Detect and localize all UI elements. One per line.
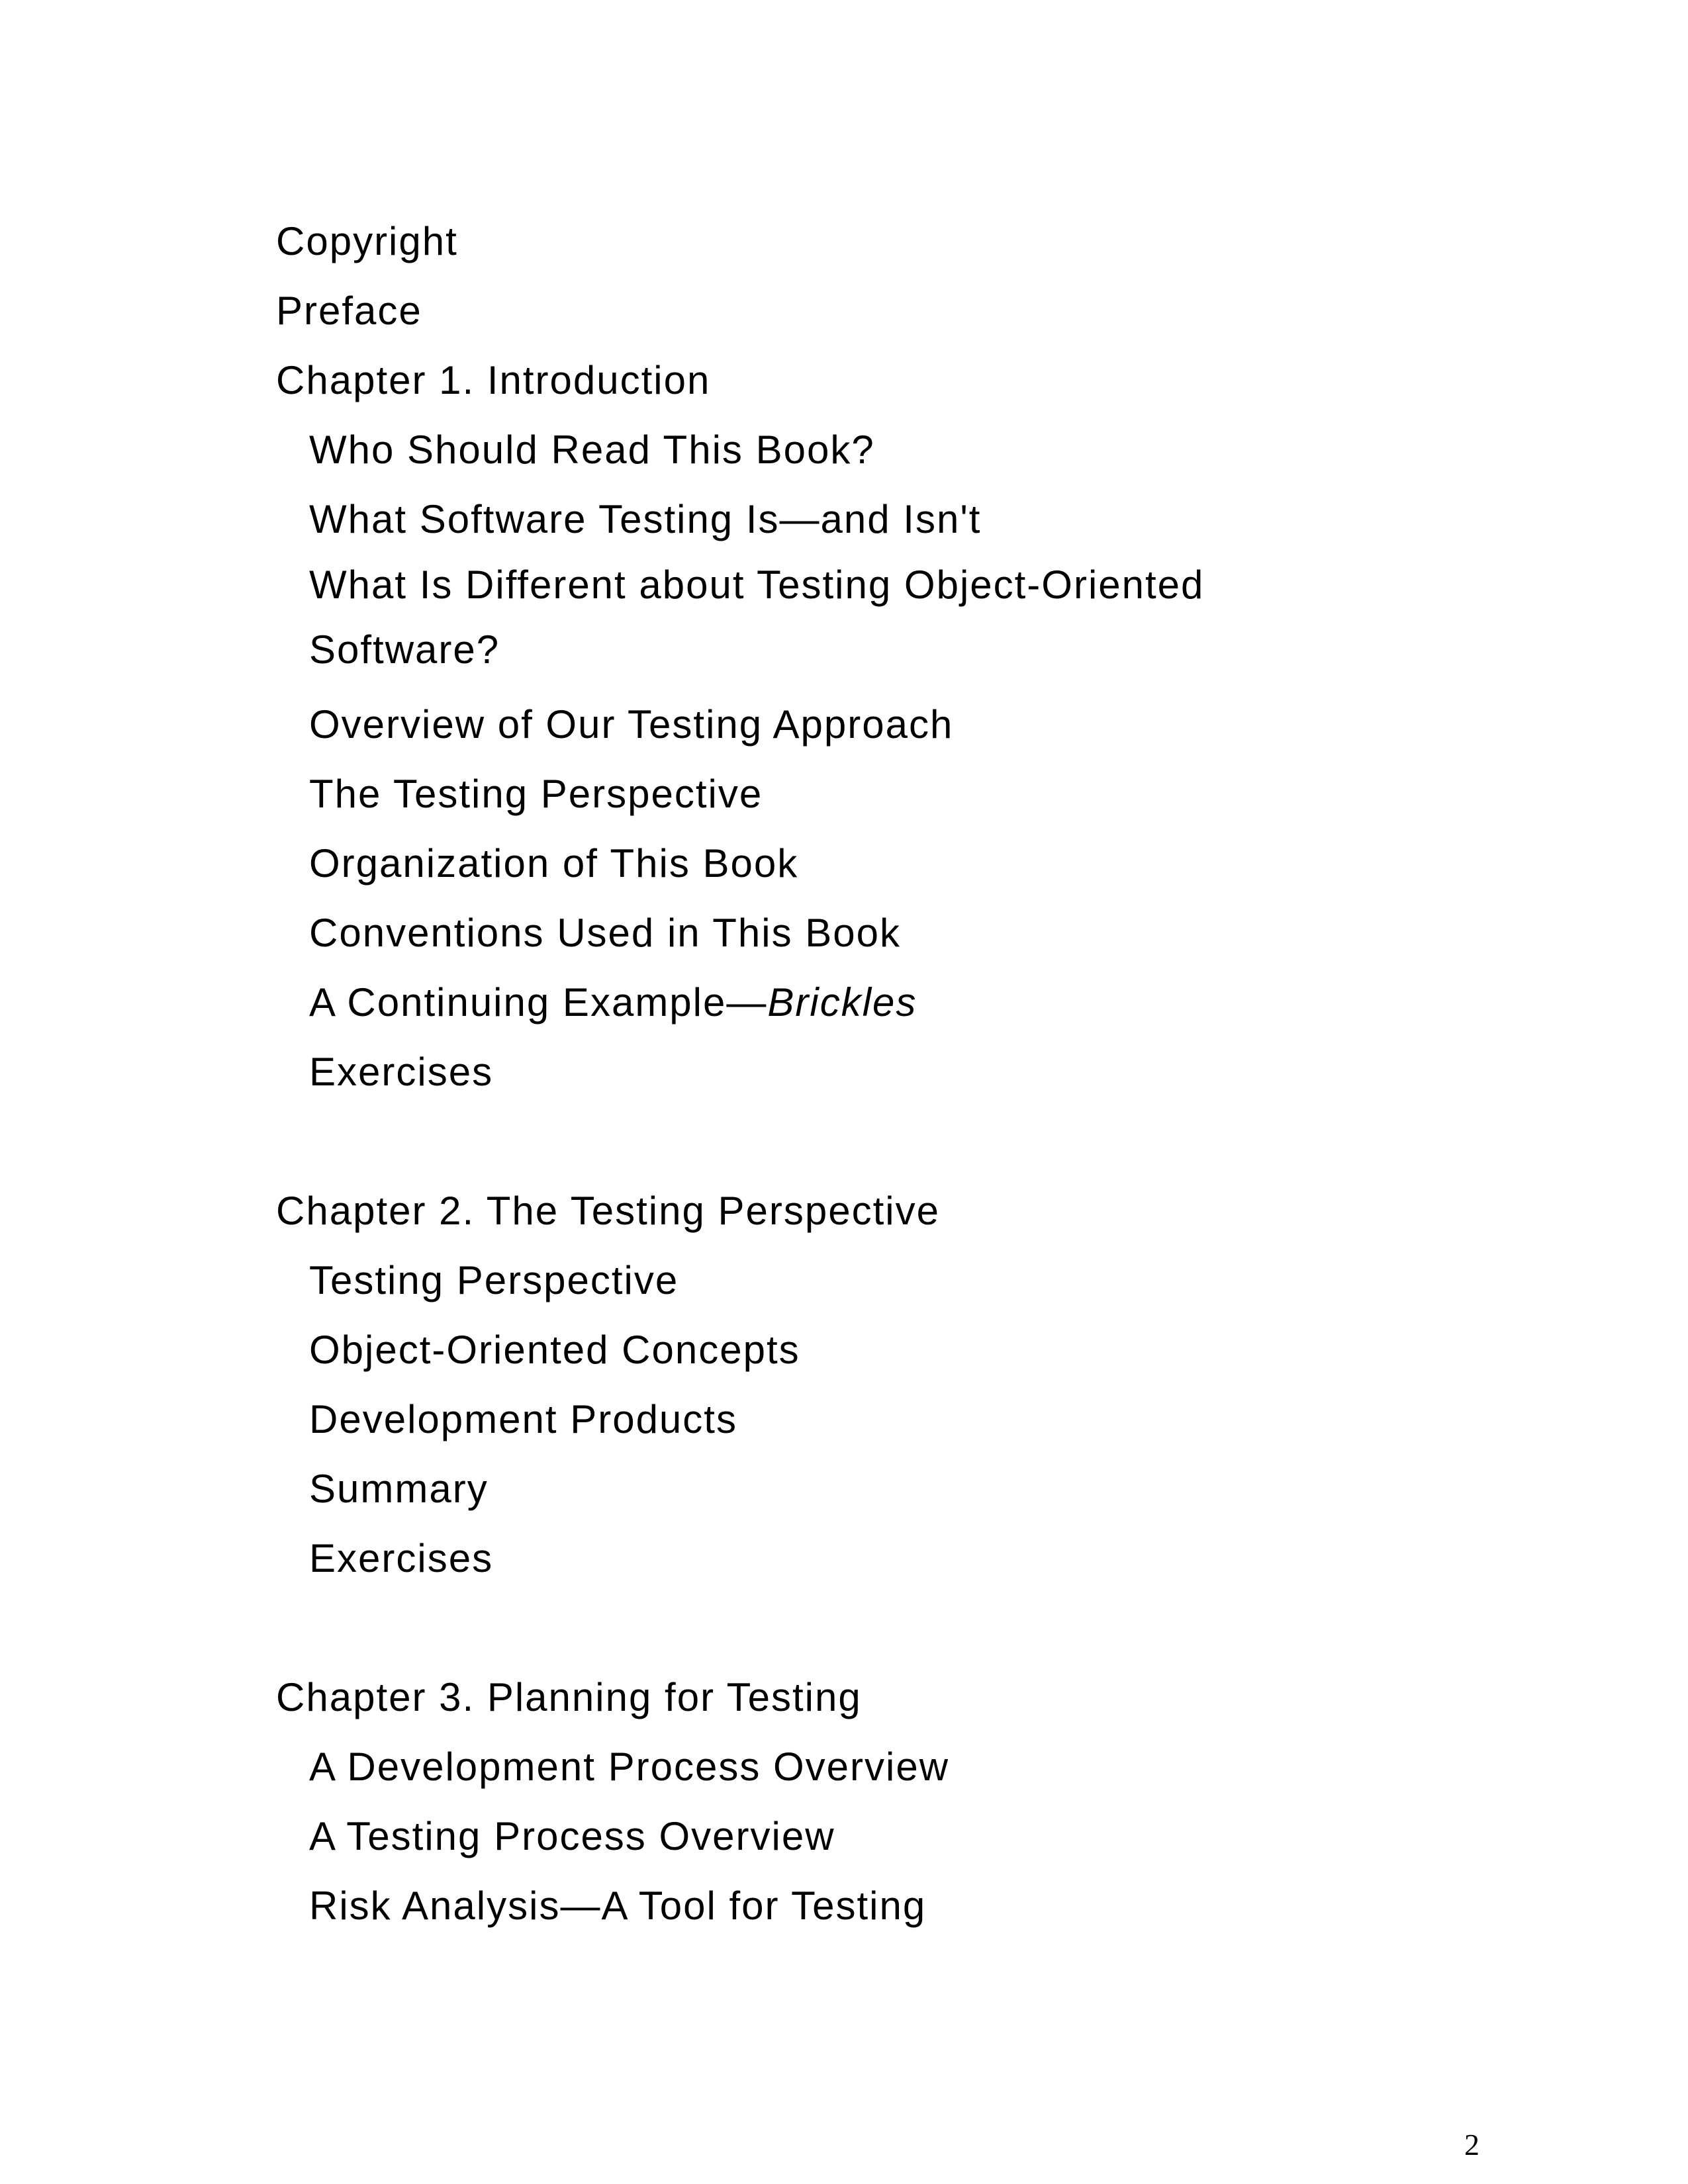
toc-entry[interactable]: Object-Oriented Concepts bbox=[309, 1328, 800, 1372]
chapter-3-heading[interactable]: Chapter 3. Planning for Testing bbox=[276, 1675, 862, 1719]
toc-entry[interactable]: The Testing Perspective bbox=[309, 772, 763, 816]
toc-entry[interactable]: Summary bbox=[309, 1467, 489, 1511]
toc-entry[interactable]: What Is Different about Testing Object-Oriented Software? bbox=[309, 563, 1205, 672]
toc-entry[interactable]: A Testing Process Overview bbox=[309, 1814, 835, 1858]
toc-entry[interactable]: A Development Process Overview bbox=[309, 1745, 950, 1789]
toc-entry-preface[interactable]: Preface bbox=[276, 289, 422, 333]
continuing-example-name: Brickles bbox=[767, 980, 917, 1024]
toc-entry[interactable]: Testing Perspective bbox=[309, 1258, 679, 1302]
toc-entry[interactable]: Who Should Read This Book? bbox=[309, 428, 875, 472]
toc-entry[interactable]: Exercises bbox=[309, 1050, 494, 1094]
toc-entry[interactable]: Overview of Our Testing Approach bbox=[309, 702, 954, 747]
toc-entry[interactable]: What Software Testing Is—and Isn't bbox=[309, 497, 982, 541]
toc-entry[interactable]: Conventions Used in This Book bbox=[309, 911, 902, 955]
page-number: 2 bbox=[1464, 2128, 1479, 2161]
toc-entry-continuing-example[interactable] bbox=[309, 980, 917, 1024]
toc-entry[interactable]: Organization of This Book bbox=[309, 841, 799, 886]
toc-entry[interactable]: Exercises bbox=[309, 1536, 494, 1580]
continuing-example-prefix: A Continuing Example— bbox=[309, 980, 768, 1024]
chapter-1-heading[interactable]: Chapter 1. Introduction bbox=[276, 358, 711, 402]
chapter-2-heading[interactable]: Chapter 2. The Testing Perspective bbox=[276, 1189, 940, 1233]
toc-entry[interactable]: Risk Analysis—A Tool for Testing bbox=[309, 1884, 927, 1928]
toc-entry[interactable]: Development Products bbox=[309, 1397, 737, 1441]
toc-entry-copyright[interactable]: Copyright bbox=[276, 219, 458, 263]
